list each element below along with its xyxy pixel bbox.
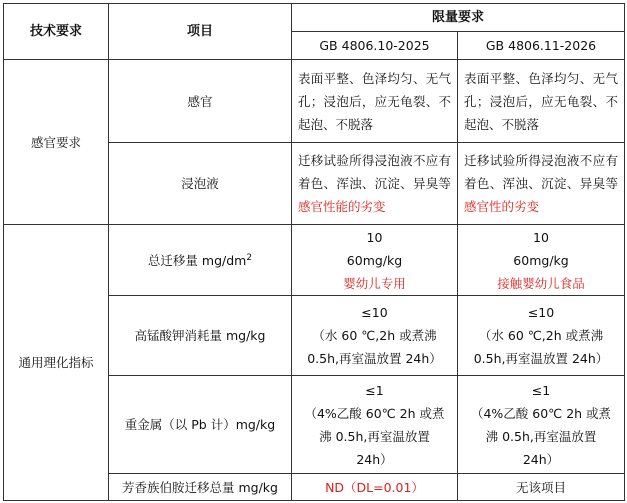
kmno4-2026-line3: 0.5h,再室温放置 24h）: [473, 351, 609, 366]
item-kmno4-consumption: 高锰酸钾消耗量 mg/kg: [109, 296, 292, 376]
soak-text-2025: 迁移试验所得浸泡液不应有着色、浑浊、沉淀、异臭等: [298, 153, 451, 191]
kmno4-value-2025: [292, 296, 458, 376]
heavy-metal-value-2025: [292, 376, 458, 474]
group-general-physchem: 通用理化指标: [4, 225, 109, 501]
migration-2026-note: 接触婴幼儿食品: [497, 275, 585, 291]
group-sensory-requirement: 感官要求: [4, 60, 109, 225]
heavy-metal-2026-line2: （4%乙酸 60℃ 2h 或煮: [470, 405, 612, 421]
soak-text-2026: 迁移试验所得浸泡液不应有着色、浑浊、沉淀、异臭等: [464, 153, 619, 191]
sensory-value-2025: 表面平整、色泽均匀、无气孔；浸泡后，应无龟裂、不起泡、不脱落: [292, 60, 458, 143]
migration-2025-note: 婴幼儿专用: [343, 275, 406, 291]
soak-value-2025: [292, 143, 458, 225]
item-soak-solution: 浸泡液: [109, 143, 292, 225]
kmno4-value-2026: [458, 296, 625, 376]
soak-highlight-2026: 感官性的劣变: [464, 199, 540, 214]
kmno4-2026-line2: （水 60 ℃,2h 或煮沸: [478, 328, 604, 343]
heavy-metal-value-2026: [458, 376, 625, 474]
header-item: 项目: [109, 4, 292, 60]
heavy-metal-2026-line4: 24h）: [522, 451, 560, 467]
header-standard-2025: GB 4806.10-2025: [292, 32, 458, 60]
heavy-metal-2025-line4: 24h）: [356, 451, 393, 467]
kmno4-2025-line3: 0.5h,再室温放置 24h）: [307, 351, 442, 366]
total-migration-label: 总迁移量 mg/dm: [147, 252, 247, 268]
heavy-metal-2026-line3: 沸 0.5h,再室温放置: [485, 428, 597, 444]
item-total-migration: [109, 225, 292, 296]
soak-value-2026: [458, 143, 625, 225]
migration-value-2026: [458, 225, 625, 296]
sensory-value-2026: 表面平整、色泽均匀、无气孔；浸泡后，应无龟裂、不起泡、不脱落: [458, 60, 625, 143]
total-migration-superscript: 2: [246, 252, 253, 263]
heavy-metal-2025-line1: ≤1: [365, 382, 384, 398]
migration-2026-line1: 10: [533, 229, 549, 245]
aromatic-amines-value-2025: ND（DL=0.01）: [292, 474, 458, 501]
heavy-metal-2025-line2: （4%乙酸 60℃ 2h 或煮: [304, 405, 445, 421]
heavy-metal-2025-line3: 沸 0.5h,再室温放置: [319, 428, 430, 444]
aromatic-amines-value-2026: 无该项目: [458, 474, 625, 501]
migration-2026-line2: 60mg/kg: [513, 252, 569, 268]
limit-requirements-table: [3, 3, 625, 501]
soak-highlight-2025: 感官性能的劣变: [298, 199, 386, 214]
item-sensory: 感官: [109, 60, 292, 143]
migration-2025-line1: 10: [366, 229, 383, 245]
migration-value-2025: [292, 225, 458, 296]
item-heavy-metals: 重金属（以 Pb 计）mg/kg: [109, 376, 292, 474]
migration-2025-line2: 60mg/kg: [346, 252, 403, 268]
header-limit-requirement: 限量要求: [292, 4, 625, 32]
kmno4-2026-line1: ≤10: [527, 305, 555, 320]
kmno4-2025-line1: ≤10: [361, 305, 388, 320]
heavy-metal-2026-line1: ≤1: [531, 382, 551, 398]
kmno4-2025-line2: （水 60 ℃,2h 或煮沸: [312, 328, 437, 343]
item-aromatic-amines: 芳香族伯胺迁移总量 mg/kg: [109, 474, 292, 501]
header-standard-2026: GB 4806.11-2026: [458, 32, 625, 60]
header-technical-requirement: 技术要求: [4, 4, 109, 60]
